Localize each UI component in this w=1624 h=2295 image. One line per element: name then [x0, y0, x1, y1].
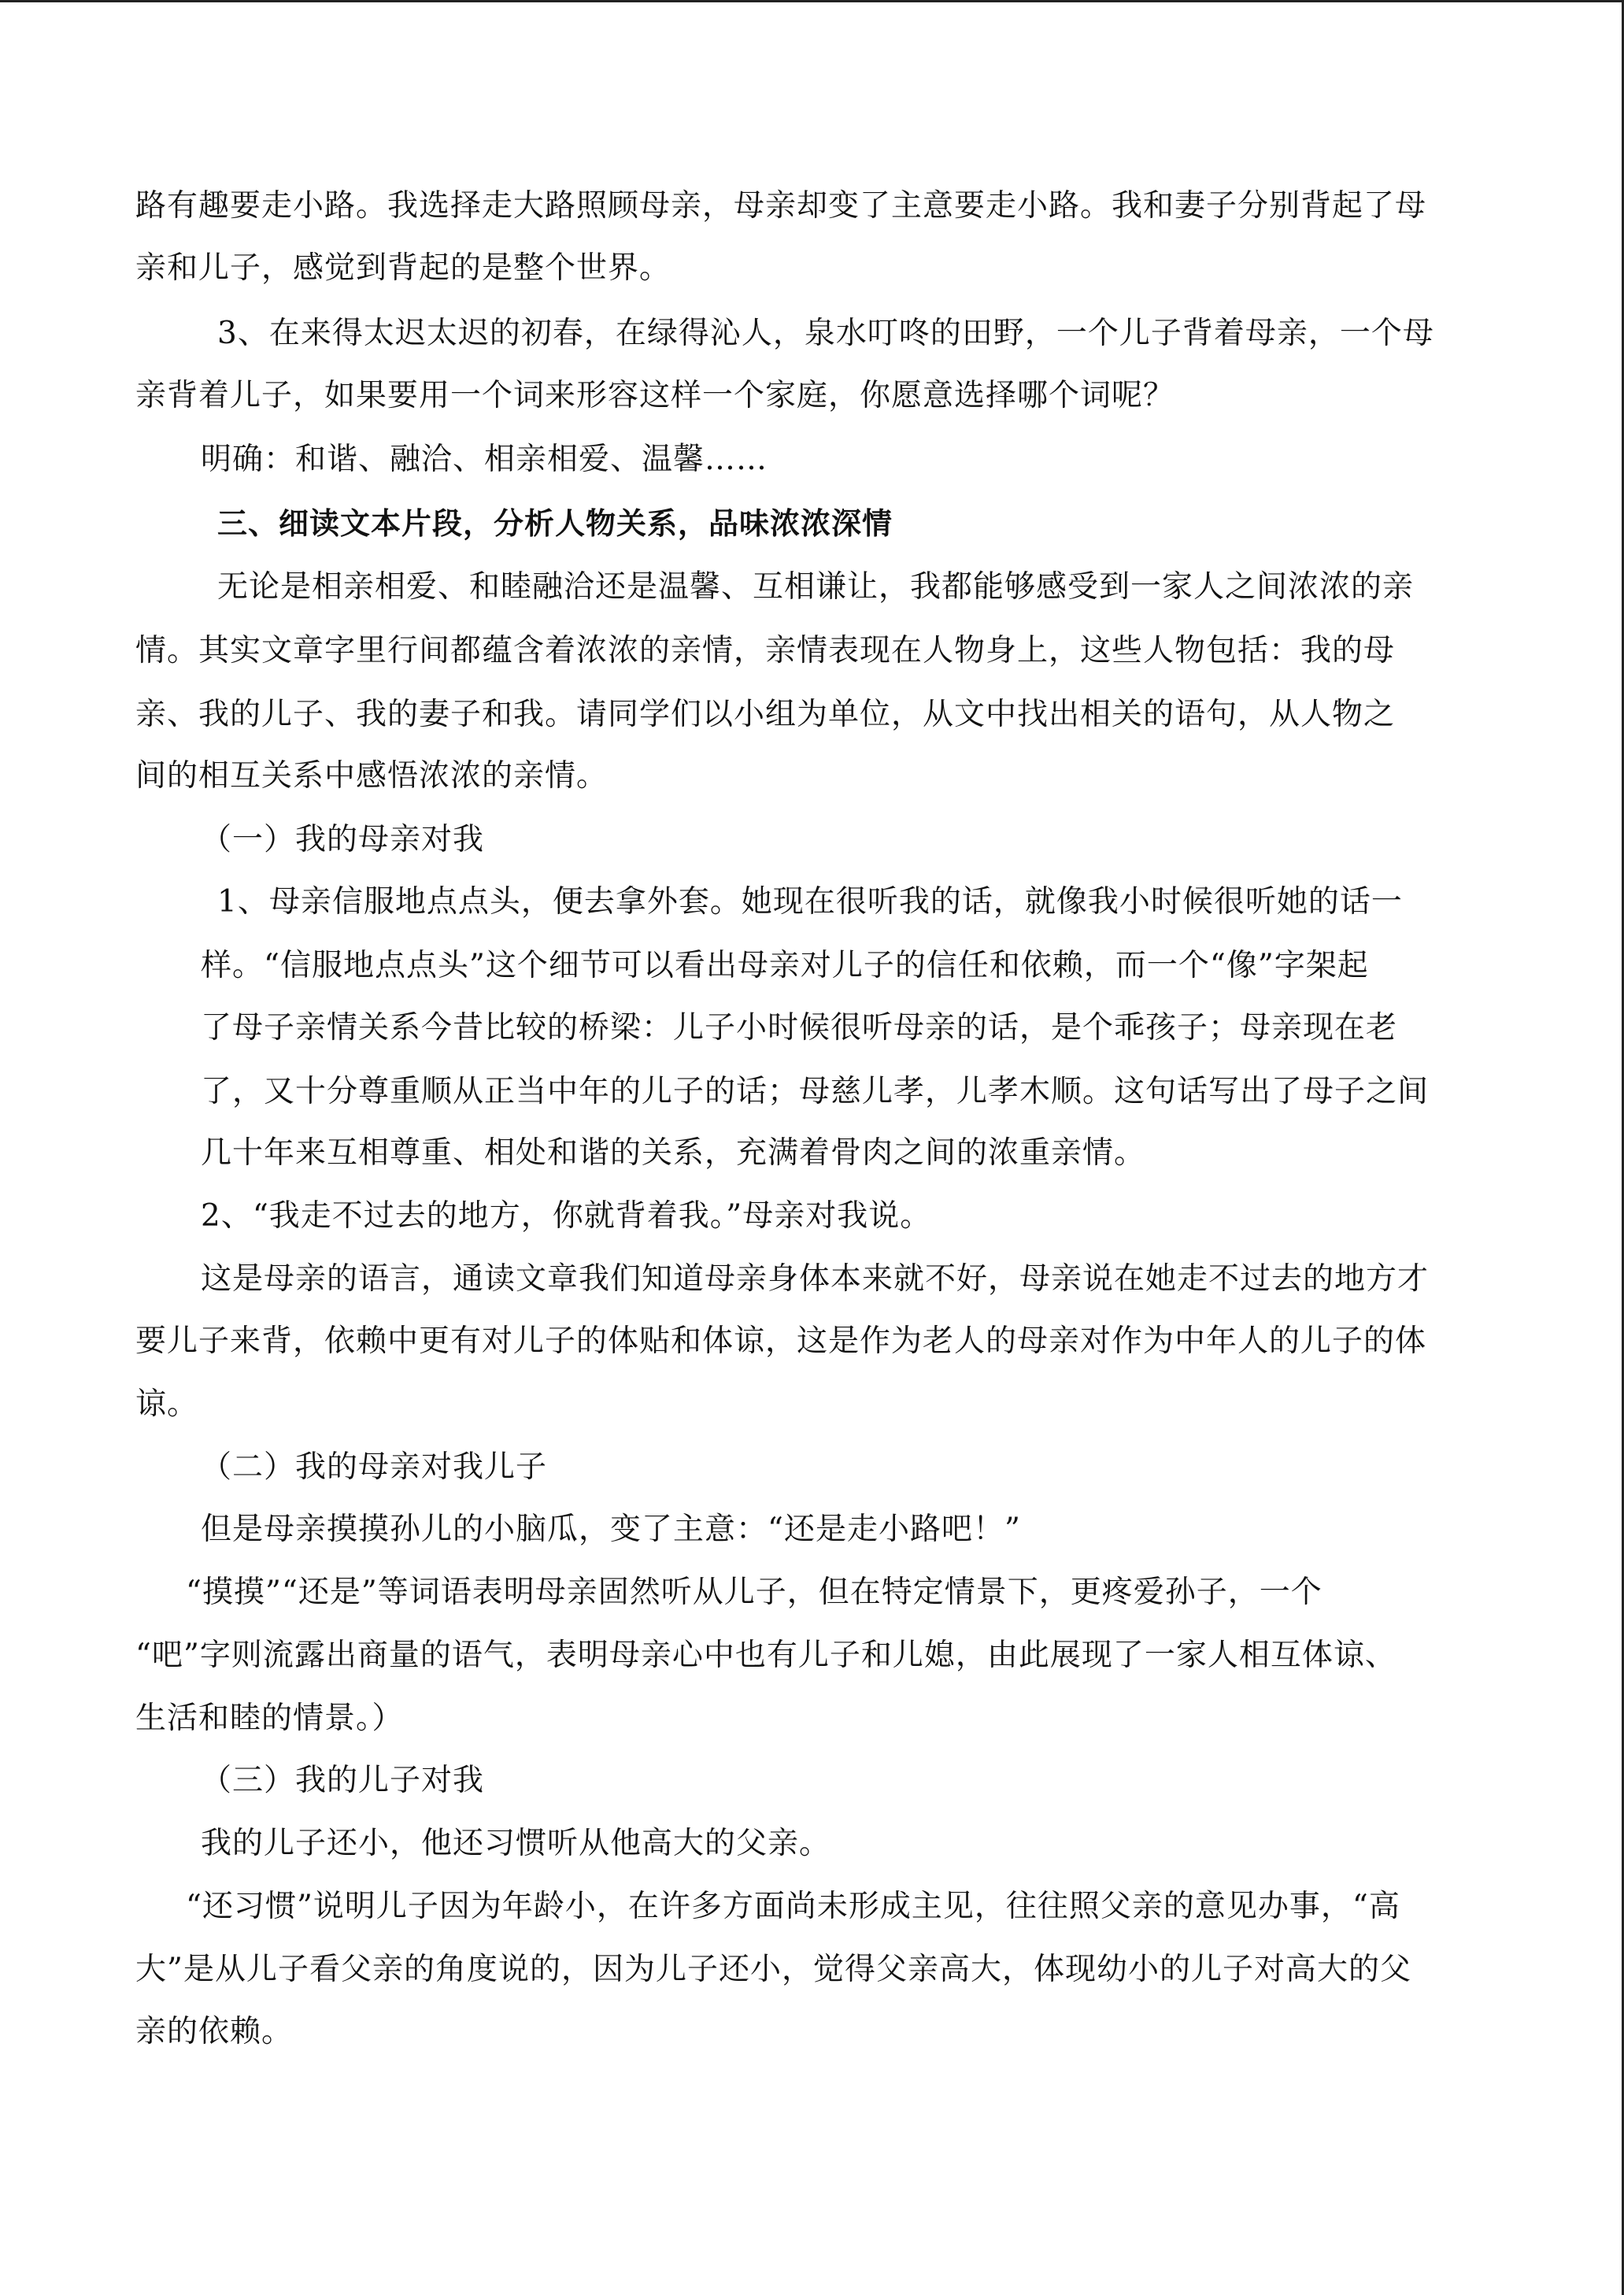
paragraph-line: 亲、我的儿子、我的妻子和我。请同学们以小组为单位，从文中找出相关的语句，从人物之 — [135, 697, 1396, 732]
paragraph-line: “吧”字则流露出商量的语气，表明母亲心中也有儿子和儿媳，由此展现了一家人相互体谅、 — [135, 1638, 1396, 1673]
paragraph-line: 谅。 — [135, 1386, 199, 1422]
subsection-heading: （三）我的儿子对我 — [201, 1763, 485, 1798]
paragraph-line: 了母子亲情关系今昔比较的桥梁：儿子小时候很听母亲的话，是个乖孩子；母亲现在老 — [201, 1010, 1398, 1046]
paragraph-line: 这是母亲的语言，通读文章我们知道母亲身体本来就不好，母亲说在她走不过去的地方才 — [201, 1261, 1430, 1297]
paragraph-line: 大”是从儿子看父亲的角度说的，因为儿子还小，觉得父亲高大，体现幼小的儿子对高大的父 — [135, 1952, 1411, 1987]
paragraph-line: 情。其实文章字里行间都蕴含着浓浓的亲情，亲情表现在人物身上，这些人物包括：我的母 — [135, 633, 1396, 668]
paragraph-line: 1、母亲信服地点点头，便去拿外套。她现在很听我的话，就像我小时候很听她的话一 — [217, 884, 1403, 920]
subsection-heading: （一）我的母亲对我 — [201, 822, 485, 857]
paragraph-line: 2、“我走不过去的地方，你就背着我。”母亲对我说。 — [201, 1198, 932, 1234]
paragraph-line: 了，又十分尊重顺从正当中年的儿子的话；母慈儿孝，儿孝木顺。这句话写出了母子之间 — [201, 1074, 1430, 1109]
paragraph-line: 几十年来互相尊重、相处和谐的关系，充满着骨肉之间的浓重亲情。 — [201, 1135, 1146, 1171]
paragraph-line: 明确：和谐、融洽、相亲相爱、温馨…… — [201, 442, 768, 477]
paragraph-line: 无论是相亲相爱、和睦融洽还是温馨、互相谦让，我都能够感受到一家人之间浓浓的亲 — [217, 569, 1415, 605]
paragraph-line: 要儿子来背，依赖中更有对儿子的体贴和体谅，这是作为老人的母亲对作为中年人的儿子的体 — [135, 1323, 1427, 1359]
paragraph-line: 亲和儿子，感觉到背起的是整个世界。 — [135, 250, 671, 286]
paragraph-line: 但是母亲摸摸孙儿的小脑瓜，变了主意：“还是走小路吧！” — [201, 1512, 1021, 1547]
paragraph-line: 样。“信服地点点头”这个细节可以看出母亲对儿子的信任和依赖，而一个“像”字架起 — [201, 948, 1369, 983]
paragraph-line: 亲的依赖。 — [135, 2014, 294, 2049]
paragraph-line: “摸摸”“还是”等词语表明母亲固然听从儿子，但在特定情景下，更疼爱孙子，一个 — [186, 1575, 1323, 1610]
subsection-heading: （二）我的母亲对我儿子 — [201, 1449, 548, 1485]
paragraph-line: “还习惯”说明儿子因为年龄小，在许多方面尚未形成主见，往往照父亲的意见办事，“高 — [186, 1889, 1400, 1924]
section-heading: 三、细读文本片段，分析人物关系，品味浓浓深情 — [217, 506, 893, 541]
paragraph-line: 间的相互关系中感悟浓浓的亲情。 — [135, 758, 609, 794]
paragraph-line: 路有趣要走小路。我选择走大路照顾母亲，母亲却变了主意要走小路。我和妻子分别背起了母 — [135, 188, 1427, 224]
paragraph-line: 生活和睦的情景。） — [135, 1701, 404, 1736]
paragraph-line: 3、在来得太迟太迟的初春，在绿得沁人，泉水叮咚的田野，一个儿子背着母亲，一个母 — [217, 316, 1434, 351]
paragraph-line: 我的儿子还小，他还习惯听从他高大的父亲。 — [201, 1826, 831, 1861]
paragraph-line: 亲背着儿子，如果要用一个词来形容这样一个家庭，你愿意选择哪个词呢？ — [135, 378, 1175, 413]
